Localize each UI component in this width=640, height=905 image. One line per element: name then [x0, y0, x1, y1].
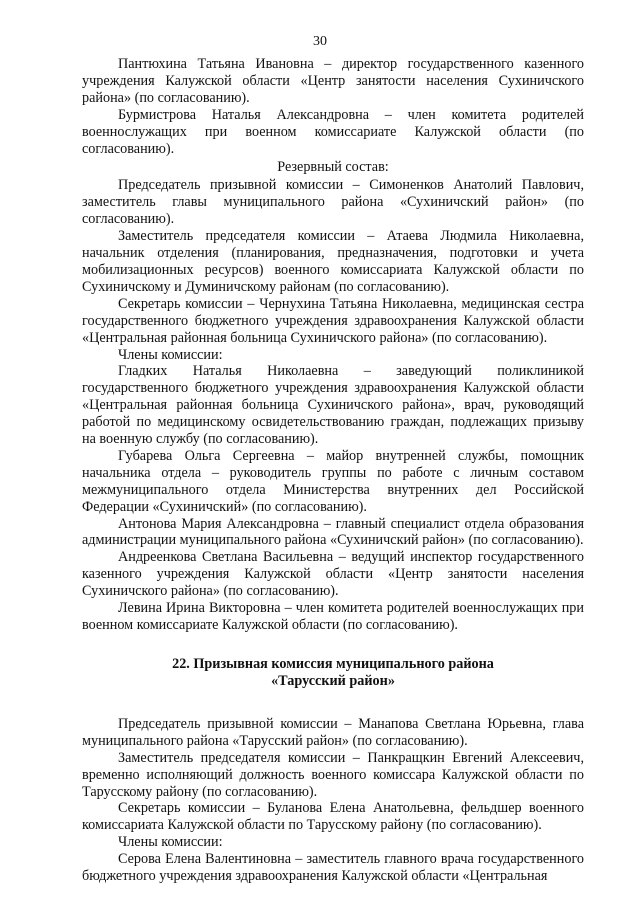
section-heading-line2: «Тарусский район»	[271, 672, 395, 689]
paragraph-member-gubareva: Губарева Ольга Сергеевна – майор внутренней службы, помощник начальника отдела – руководитель группы по работе с личным составом межмуниципального отдела Министерства внутренних дел Российской Федерации «Сухиничский» (по согласованию).	[82, 447, 584, 515]
paragraph-tarusa-chair: Председатель призывной комиссии – Манапова Светлана Юрьевна, глава муниципального района «Тарусский район» (по согласованию).	[82, 715, 584, 749]
document-body	[82, 56, 584, 885]
paragraph-tarusa-deputy: Заместитель председателя комиссии – Панкращкин Евгений Алексеевич, временно исполняющий должность военного комиссара Калужской области по Тарусскому району (по согласованию).	[82, 749, 584, 800]
members-label: Члены комиссии:	[118, 834, 223, 851]
paragraph-member-serova: Серова Елена Валентиновна – заместитель главного врача государственного бюджетного учреждения здравоохранения Калужской области «Центральная	[82, 851, 584, 885]
paragraph-member-levina: Левина Ирина Викторовна – член комитета родителей военнослужащих при военном комиссариате Калужской области (по согласованию).	[82, 600, 584, 633]
members-label: Члены комиссии:	[118, 346, 223, 363]
paragraph-pantyukhina: Пантюхина Татьяна Ивановна – директор государственного казенного учреждения Калужской области «Центр занятости населения Сухиничского района» (по согласованию).	[82, 56, 584, 106]
section-heading	[82, 656, 584, 690]
paragraph-tarusa-secretary: Секретарь комиссии – Буланова Елена Анатольевна, фельдшер военного комиссариата Калужской области по Тарусскому району (по согласованию).	[82, 800, 584, 834]
paragraph-member-andreenkova: Андреенкова Светлана Васильевна – ведущий инспектор государственного казенного учреждения Калужской области «Центр занятости населения Сухиничского района» (по согласованию).	[82, 549, 584, 600]
paragraph-reserve-deputy: Заместитель председателя комиссии – Атаева Людмила Николаевна, начальник отделения (планирования, предназначения, подготовки и учета мобилизационных ресурсов) военного комиссариата Калужской области по Сухиничскому и Думиничскому районам (по согласованию).	[82, 228, 584, 295]
paragraph-member-antonova: Антонова Мария Александровна – главный специалист отдела образования администрации муниципального района «Сухиничский район» (по согласованию).	[82, 515, 584, 549]
reserve-heading: Резервный состав:	[277, 159, 389, 176]
section-heading-line1: 22. Призывная комиссия муниципального района	[172, 655, 494, 672]
page-number: 30	[313, 34, 327, 49]
paragraph-member-gladkikh: Гладких Наталья Николаевна – заведующий поликлиникой государственного бюджетного учреждения здравоохранения Калужской области «Центральная районная больница Сухиничского района», врач, руководящий работой по медицинскому освидетельствованию граждан, подлежащих призыву на военную службу (по согласованию).	[82, 363, 584, 448]
paragraph-reserve-secretary: Секретарь комиссии – Чернухина Татьяна Николаевна, медицинская сестра государственного бюджетного учреждения здравоохранения Калужской области «Центральная районная больница Сухиничского района» (по согласованию).	[82, 295, 584, 346]
paragraph-reserve-chair: Председатель призывной комиссии – Симоненков Анатолий Павлович, заместитель главы муниципального района «Сухиничский район» (по согласованию).	[82, 177, 584, 228]
paragraph-burmistrova: Бурмистрова Наталья Александровна – член комитета родителей военнослужащих при военном комиссариате Калужской области (по согласованию).	[82, 106, 584, 157]
